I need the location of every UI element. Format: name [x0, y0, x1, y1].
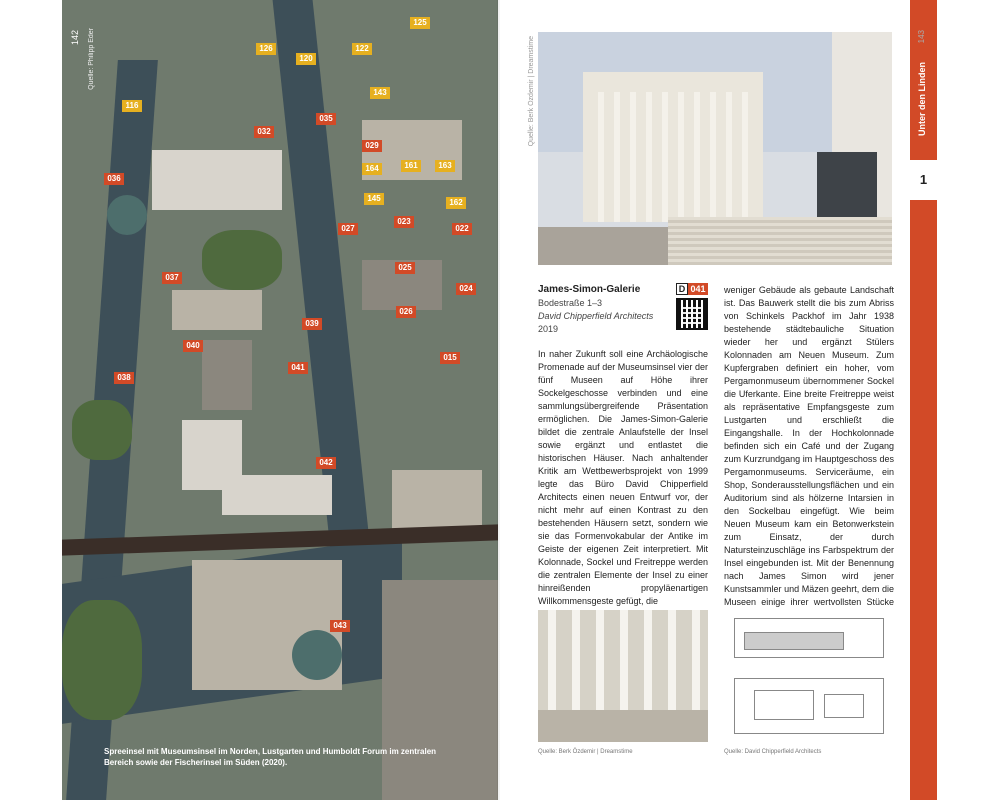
map-marker: 145 [364, 193, 384, 205]
map-marker: 042 [316, 457, 336, 469]
map-marker: 036 [104, 173, 124, 185]
entry-code-number: 041 [688, 283, 708, 295]
photo-floor [538, 710, 708, 742]
right-page [500, 0, 1000, 800]
body-text-column-1: In naher Zukunft soll eine Archäologische Promenade auf der Museumsinsel vier der fünf Museen auf Höhe ihrer Sockelgeschosse verbinden und eine sammlungsübergreifende Präsentation ermöglichen. Die James-Simon-Galerie bildet die zentrale Anlaufstelle der Insel sowie ergänzt und entlastet die historischen Häuser. Nach anhaltender Kritik am Wettbewerbsprojekt von 1999 legte das Büro David Chipperfield Architects einen neuen Entwurf vor, der nicht mehr auf einen Kontrast zu den bestehenden Häusern setzt, sondern wie sie das Formenvokabular der Antike im Geiste der eigenen Zeit interpretiert. Mit Kolonnade, Sockel und Freitreppe werden die zentralen Elemente der Insel zu einer hinreißenden propyläenartigen Willkommensgeste gefügt, die [538, 349, 708, 606]
drawing-caption: Quelle: David Chipperfield Architects [724, 749, 822, 755]
entry-year: 2019 [538, 324, 559, 334]
page-number: 142 [70, 30, 80, 46]
chapter-sidebar [910, 0, 937, 800]
map-marker: 041 [288, 362, 308, 374]
map-marker: 122 [352, 43, 372, 55]
park [72, 400, 132, 460]
map-marker: 125 [410, 17, 430, 29]
building-roof [152, 150, 282, 210]
map-marker: 038 [114, 372, 134, 384]
building-roof [392, 470, 482, 530]
entry-code-badge [676, 283, 708, 295]
map-marker: 040 [183, 340, 203, 352]
photo-stairs [668, 217, 892, 265]
bode-museum-dome [292, 630, 342, 680]
map-marker: 022 [452, 223, 472, 235]
map-marker: 161 [401, 160, 421, 172]
aerial-caption: Spreeinsel mit Museumsinsel im Norden, Lustgarten und Humboldt Forum im zentralen Bereich sowie der Fischerinsel im Süden (2020). [104, 747, 437, 767]
cathedral-dome [107, 195, 147, 235]
page-number-right: 143 [917, 30, 926, 44]
entry-title: James-Simon-Galerie [538, 284, 641, 295]
photo-column [710, 92, 716, 222]
chapter-tab-bar [910, 200, 937, 800]
railway [62, 524, 498, 555]
photo-glass-facade [817, 152, 877, 222]
floor-plan-room [824, 694, 864, 718]
photo-caption: Quelle: Berk Özdemir | Dreamstime [538, 749, 633, 755]
chapter-tab[interactable] [910, 0, 937, 160]
lustgarten [202, 230, 282, 290]
map-marker: 035 [316, 113, 336, 125]
architectural-drawings [724, 610, 894, 742]
photo-column [678, 92, 684, 222]
photo-column [598, 92, 604, 222]
map-marker: 164 [362, 163, 382, 175]
qr-code-icon[interactable] [676, 298, 708, 330]
photo-column [742, 92, 748, 222]
map-marker: 023 [394, 216, 414, 228]
james-simon-galerie-photo [538, 32, 892, 265]
park [62, 600, 142, 720]
map-marker: 024 [456, 283, 476, 295]
map-marker: 120 [296, 53, 316, 65]
chapter-tab-label: Unter den Linden [917, 62, 927, 136]
building-roof [222, 475, 332, 515]
entry-address: Bodestraße 1–3 [538, 298, 603, 308]
section-drawing-fill [744, 632, 844, 650]
map-marker: 029 [362, 140, 382, 152]
map-marker: 116 [122, 100, 142, 112]
colonnade-photo [538, 610, 708, 742]
chapter-number: 1 [919, 172, 928, 187]
map-marker: 126 [256, 43, 276, 55]
floor-plan-room [754, 690, 814, 720]
map-marker: 026 [396, 306, 416, 318]
photo-column [726, 92, 732, 222]
map-marker: 039 [302, 318, 322, 330]
map-marker: 032 [254, 126, 274, 138]
body-text-column-2: weniger Gebäude als gebaute Landschaft ist. Das Bauwerk stellt die bis zum Abriss von Schinkels Packhof im Jahr 1938 bestehende städtebauliche Situation wieder her und ergänzt Stülers Kolonnaden am Neuen Museum. Zum Kupfergraben definiert ein hoher, vom Pergamonmuseum übernommener Sockel die Uferkante. Eine breite Freitreppe weist als repräsentative Empfangsgeste zum Lustgarten und erschließt die Eingangshalle. In der Hochkolonnade befinden sich ein Café und der Zugang zum Kurzrundgang im Hauptgeschoss des Pergamonmuseums. Serviceräume, ein Shop, Sonderausstellungsflächen und ein Auditorium sind als hölzerne Intarsien in den Sockelbau eingefügt. Wie beim Neuen Museum kam ein Betonwerkstein zum Einsatz, der durch Natursteinzuschläge ins Farbspektrum der Insel eingebunden ist. Mit der Benennung nach James Simon wird jener Kunstsammler und Mäzen geehrt, dem die Museen einige ihrer wertvollsten Stücke [724, 285, 894, 607]
building-roof [202, 340, 252, 410]
map-marker: 037 [162, 272, 182, 284]
entry-architect: David Chipperfield Architects [538, 311, 654, 321]
map-marker: 143 [370, 87, 390, 99]
map-marker: 027 [338, 223, 358, 235]
building-roof [172, 290, 262, 330]
photo-credit: Quelle: Philipp Eder [88, 28, 95, 90]
photo-column [614, 92, 620, 222]
photo-column [630, 92, 636, 222]
map-marker: 015 [440, 352, 460, 364]
aerial-photo [62, 0, 498, 800]
photo-credit: Quelle: Berk Özdemir | Dreamstime [528, 36, 535, 147]
map-marker: 162 [446, 197, 466, 209]
photo-column [694, 92, 700, 222]
photo-building [583, 72, 763, 222]
map-marker: 043 [330, 620, 350, 632]
photo-column [662, 92, 668, 222]
entry-code-letter: D [676, 283, 688, 295]
map-marker: 163 [435, 160, 455, 172]
map-marker: 025 [395, 262, 415, 274]
photo-column [646, 92, 652, 222]
